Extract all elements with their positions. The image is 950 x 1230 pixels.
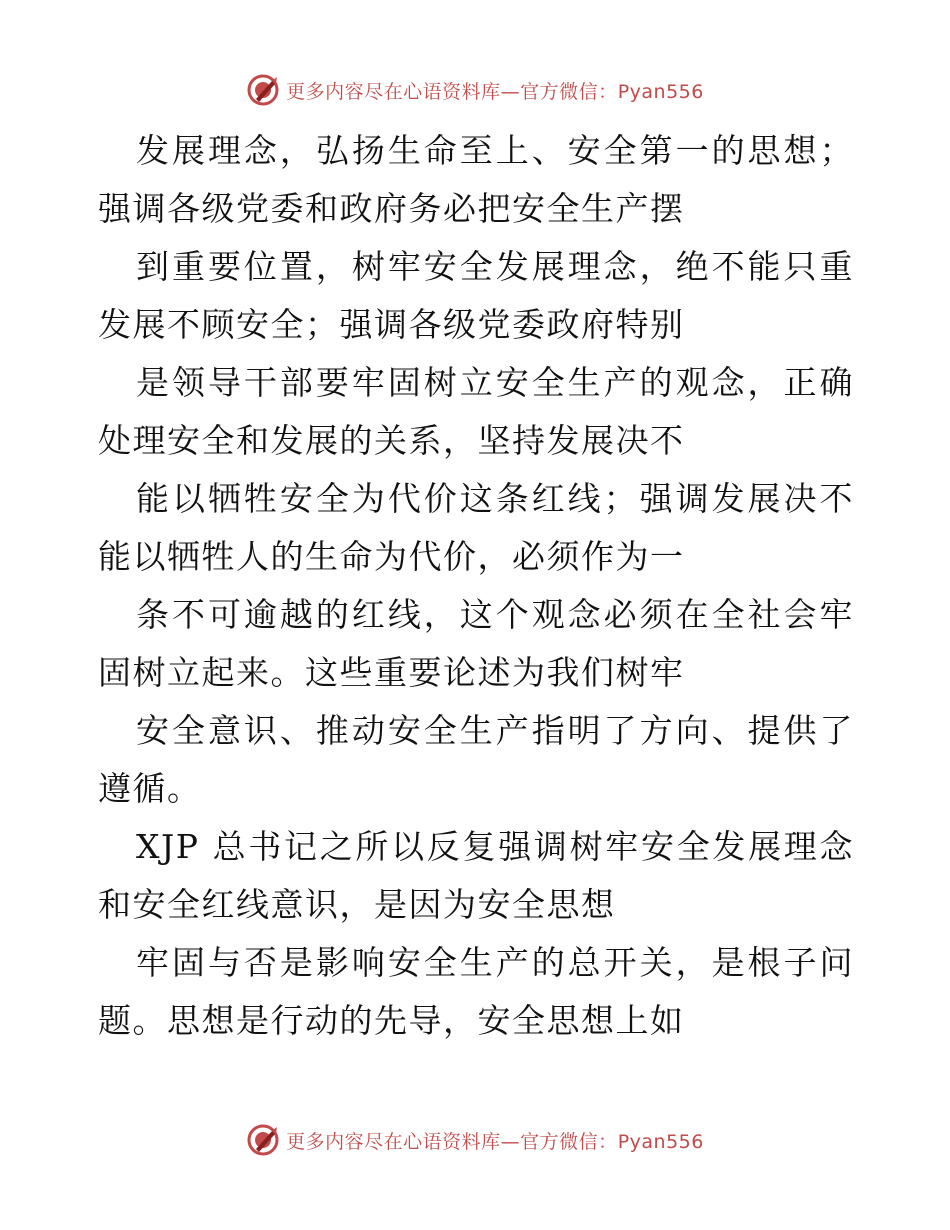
paragraph: 安全意识、推动安全生产指明了方向、提供了遵循。 — [98, 711, 854, 808]
paragraph: 是领导干部要牢固树立安全生产的观念，正确处理安全和发展的关系，坚持发展决不 — [98, 363, 854, 460]
header-banner — [0, 70, 950, 110]
paragraph: 牢固与否是影响安全生产的总开关，是根子问题。思想是行动的先导，安全思想上如 — [98, 943, 854, 1040]
paragraph: 能以牺牲安全为代价这条红线；强调发展决不能以牺牲人的生命为代价，必须作为一 — [98, 479, 854, 576]
footer-contact-label: 官方微信： — [520, 1130, 618, 1153]
header-banner-text — [286, 77, 704, 104]
header-separator: — — [500, 80, 521, 103]
document-body — [98, 122, 854, 1050]
footer-banner — [0, 1120, 950, 1160]
header-contact-value: Pyan556 — [617, 80, 704, 103]
header-site-text: 更多内容尽在心语资料库 — [286, 80, 501, 103]
header-contact-label: 官方微信： — [520, 80, 618, 103]
footer-separator: — — [500, 1130, 521, 1153]
paragraph: XJP 总书记之所以反复强调树牢安全发展理念和安全红线意识，是因为安全思想 — [98, 827, 854, 924]
paragraph: 到重要位置，树牢安全发展理念，绝不能只重发展不顾安全；强调各级党委政府特别 — [98, 247, 854, 344]
footer-banner-text — [286, 1127, 704, 1154]
paragraph: 发展理念，弘扬生命至上、安全第一的思想；强调各级党委和政府务必把安全生产摆 — [98, 131, 854, 228]
footer-contact-value: Pyan556 — [617, 1130, 704, 1153]
footer-site-text: 更多内容尽在心语资料库 — [286, 1130, 501, 1153]
pen-nib-logo-icon — [246, 73, 280, 107]
pen-nib-logo-icon — [246, 1123, 280, 1157]
paragraph: 条不可逾越的红线，这个观念必须在全社会牢固树立起来。这些重要论述为我们树牢 — [98, 595, 854, 692]
